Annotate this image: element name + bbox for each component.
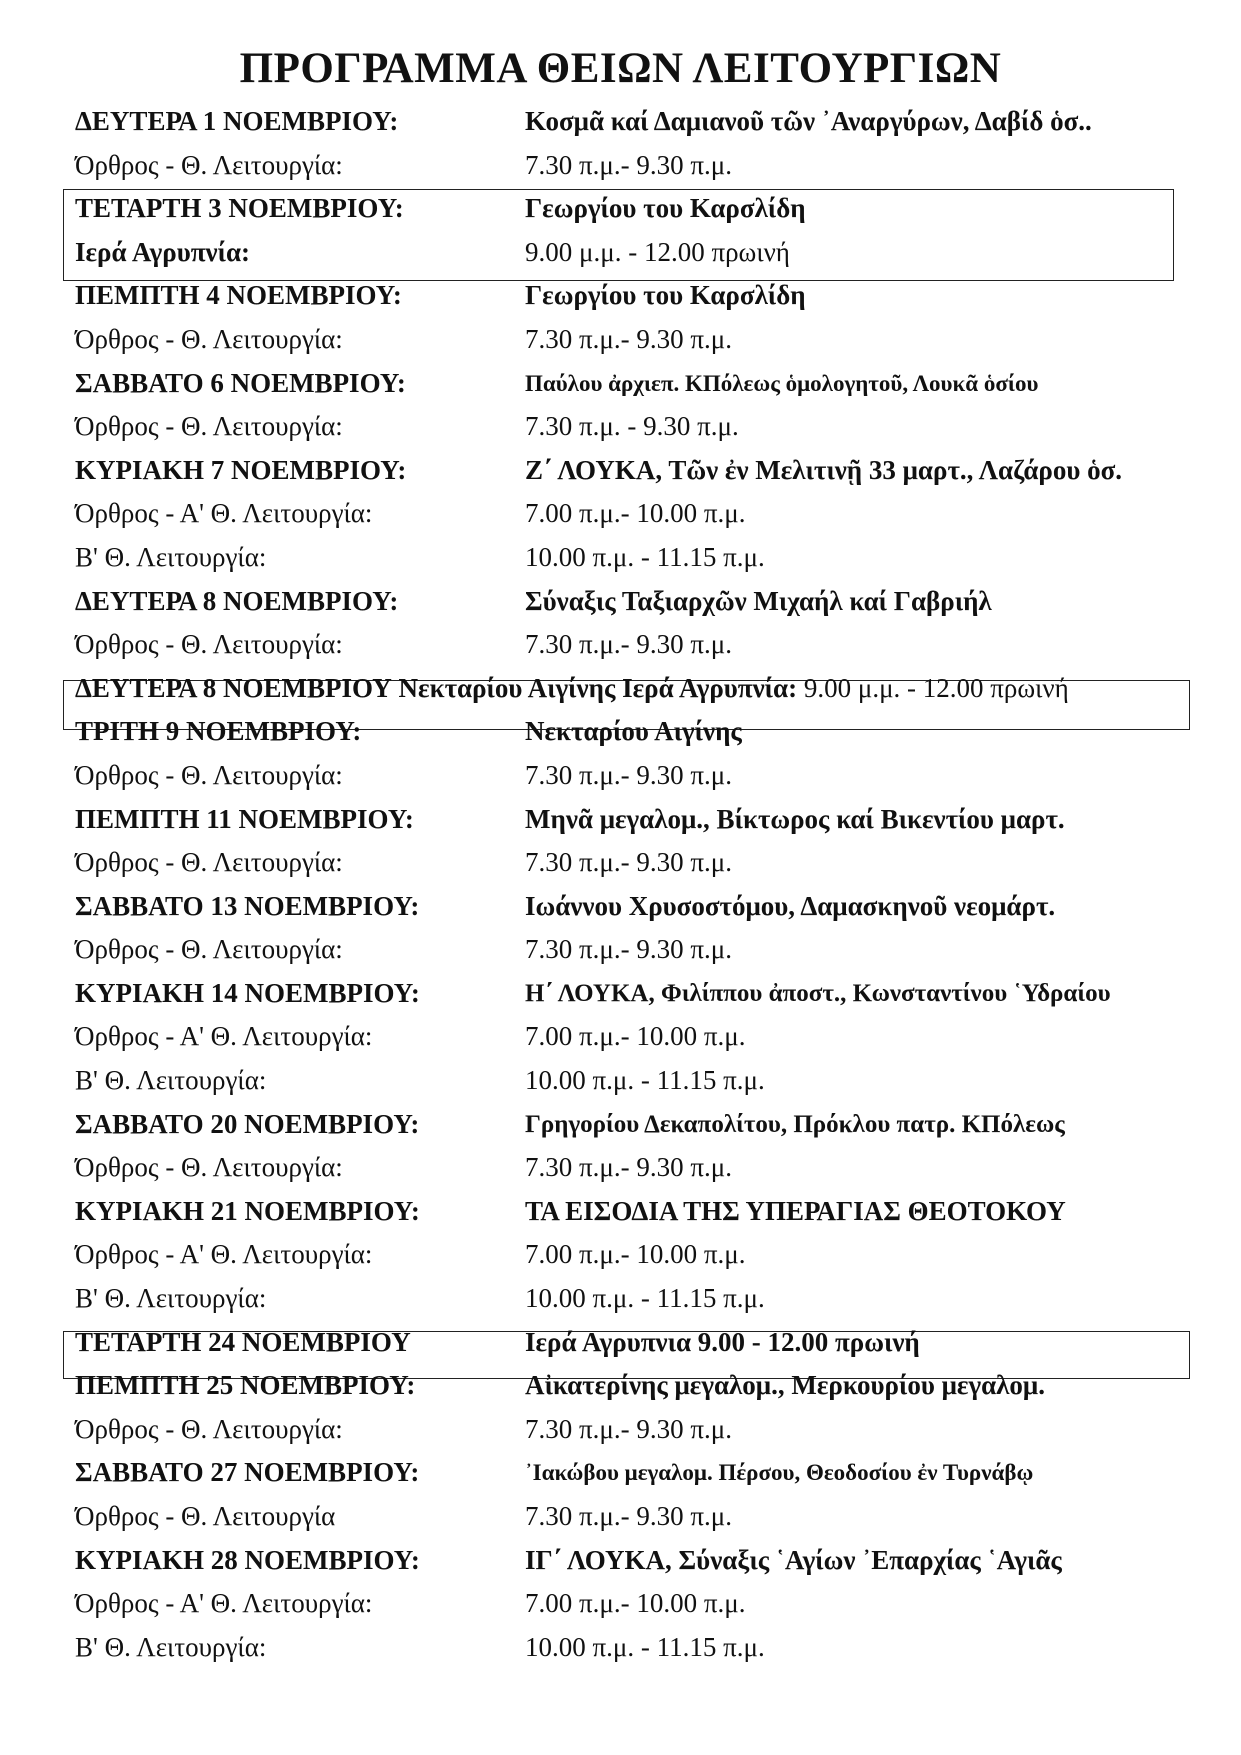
service-time	[75, 144, 1225, 188]
service-label: Όρθρος - Α' Θ. Λειτουργία:	[75, 1021, 373, 1052]
service-hours: 7.00 π.μ.- 10.00 π.μ.	[525, 1021, 746, 1052]
schedule-day	[75, 1103, 1225, 1147]
schedule-day	[75, 449, 1225, 493]
schedule-day	[75, 1451, 1225, 1495]
schedule-day	[75, 798, 1225, 842]
vigil-banner	[75, 667, 1225, 711]
service-hours: 7.00 π.μ.- 10.00 π.μ.	[525, 498, 746, 529]
schedule-day	[75, 187, 1225, 231]
schedule-day	[75, 274, 1225, 318]
service-hours: 7.30 π.μ.- 9.30 π.μ.	[525, 1501, 732, 1531]
feast-name: Μηνᾶ μεγαλομ., Βίκτωρος καί Βικεντίου μαρτ.	[525, 803, 1065, 834]
service-label: Β' Θ. Λειτουργία:	[75, 1065, 267, 1096]
service-label: Όρθρος - Θ. Λειτουργία:	[75, 149, 343, 180]
service-hours: 7.30 π.μ. - 9.30 π.μ.	[525, 411, 739, 442]
service-time	[75, 1277, 1225, 1321]
service-time	[75, 1233, 1225, 1277]
service-label: Όρθρος - Θ. Λειτουργία:	[75, 759, 343, 790]
service-time	[75, 318, 1225, 362]
feast-name: ΙΓ΄ ΛΟΥΚΑ, Σύναξις ῾Αγίων ᾿Επαρχίας ῾Αγιᾶς	[525, 1544, 1062, 1575]
service-hours: 9.00 μ.μ. - 12.00 πρωινή	[525, 236, 790, 267]
service-hours: 7.30 π.μ.- 9.30 π.μ.	[525, 847, 732, 878]
feast-name: Γεωργίου του Καρσλίδη	[525, 193, 806, 224]
service-label: Β' Θ. Λειτουργία:	[75, 541, 267, 572]
service-label: Όρθρος - Θ. Λειτουργία:	[75, 847, 343, 878]
service-time	[75, 623, 1225, 667]
feast-name: ᾿Ιακώβου μεγαλομ. Πέρσου, Θεοδοσίου ἐν Τυρνάβῳ	[525, 1460, 1034, 1486]
service-label: Όρθρος - Θ. Λειτουργία:	[75, 411, 343, 442]
service-hours: 7.30 π.μ.- 9.30 π.μ.	[525, 1152, 732, 1183]
day-label: ΚΥΡΙΑΚΗ 28 ΝΟΕΜΒΡΙΟΥ:	[75, 1544, 420, 1575]
schedule-day	[75, 1190, 1225, 1234]
service-hours: 7.00 π.μ.- 10.00 π.μ.	[525, 1588, 746, 1619]
service-hours: 7.00 π.μ.- 10.00 π.μ.	[525, 1239, 746, 1270]
service-label: Ιερά Αγρυπνία:	[75, 236, 250, 267]
schedule-day	[75, 1539, 1225, 1583]
feast-name: Κοσμᾶ καί Δαμιανοῦ τῶν ᾿Αναργύρων, Δαβίδ ὁσ..	[525, 106, 1092, 136]
service-time	[75, 754, 1225, 798]
service-hours: 7.30 π.μ.- 9.30 π.μ.	[525, 323, 732, 354]
feast-name: Αἰκατερίνης μεγαλομ., Μερκουρίου μεγαλομ.	[525, 1370, 1045, 1401]
day-label: ΠΕΜΠΤΗ 11 ΝΟΕΜΒΡΙΟΥ:	[75, 803, 414, 834]
service-label: Όρθρος - Α' Θ. Λειτουργία:	[75, 1588, 373, 1619]
schedule-day	[75, 580, 1225, 624]
day-label: ΤΕΤΑΡΤΗ 24 ΝΟΕΜΒΡΙΟΥ	[75, 1326, 411, 1357]
service-time	[75, 1059, 1225, 1103]
day-label: ΚΥΡΙΑΚΗ 7 ΝΟΕΜΒΡΙΟΥ:	[75, 454, 407, 485]
page-title: ΠΡΟΓΡΑΜΜΑ ΘΕΙΩΝ ΛΕΙΤΟΥΡΓΙΩΝ	[239, 45, 1002, 92]
banner-hours: 9.00 μ.μ. - 12.00 πρωινή	[797, 672, 1069, 703]
feast-name: Γεωργίου του Καρσλίδη	[525, 280, 806, 311]
service-time	[75, 405, 1225, 449]
service-label: Β' Θ. Λειτουργία:	[75, 1631, 267, 1662]
service-hours: 10.00 π.μ. - 11.15 π.μ.	[525, 541, 765, 572]
schedule-day	[75, 885, 1225, 929]
service-label: Όρθρος - Α' Θ. Λειτουργία:	[75, 498, 373, 529]
schedule-day	[75, 972, 1225, 1016]
service-label: Όρθρος - Θ. Λειτουργία:	[75, 629, 343, 660]
feast-name: ΤΑ ΕΙΣΟΔΙΑ ΤΗΣ ΥΠΕΡΑΓΙΑΣ ΘΕΟΤΟΚΟΥ	[525, 1195, 1066, 1226]
schedule-day	[75, 710, 1225, 754]
schedule-day	[75, 1364, 1225, 1408]
service-label: Όρθρος - Θ. Λειτουργία:	[75, 934, 343, 965]
service-hours: 7.30 π.μ.- 9.30 π.μ.	[525, 629, 732, 660]
service-time	[75, 1146, 1225, 1190]
day-label: ΚΥΡΙΑΚΗ 21 ΝΟΕΜΒΡΙΟΥ:	[75, 1195, 420, 1226]
service-time	[75, 1408, 1225, 1452]
service-label: Β' Θ. Λειτουργία:	[75, 1283, 267, 1314]
service-hours: 10.00 π.μ. - 11.15 π.μ.	[525, 1283, 765, 1314]
service-time	[75, 492, 1225, 536]
feast-name: Ιωάννου Χρυσοστόμου, Δαμασκηνοῦ νεομάρτ.	[525, 890, 1056, 921]
service-time	[75, 1626, 1225, 1670]
schedule-day	[75, 100, 1225, 144]
service-time	[75, 1495, 1225, 1539]
feast-name: Ιερά Αγρυπνια 9.00 - 12.00 πρωινή	[525, 1326, 920, 1357]
day-label: ΠΕΜΠΤΗ 4 ΝΟΕΜΒΡΙΟΥ:	[75, 280, 402, 311]
day-label: ΣΑΒΒΑΤΟ 20 ΝΟΕΜΒΡΙΟΥ:	[75, 1108, 420, 1139]
service-time	[75, 1582, 1225, 1626]
schedule-list	[75, 100, 1225, 1669]
feast-name: Ζ΄ ΛΟΥΚΑ, Τῶν ἐν Μελιτινῇ 33 μαρτ., Λαζάρου ὁσ.	[525, 454, 1123, 485]
feast-name: Σύναξις Ταξιαρχῶν Μιχαήλ καί Γαβριήλ	[525, 585, 992, 616]
feast-name: Νεκταρίου Αιγίνης	[525, 716, 742, 747]
banner-title: ΔΕΥΤΕΡΑ 8 ΝΟΕΜΒΡΙΟΥ Νεκταρίου Αιγίνης Ιερά Αγρυπνία:	[75, 672, 798, 703]
day-label: ΔΕΥΤΕΡΑ 1 ΝΟΕΜΒΡΙΟΥ:	[75, 106, 399, 136]
service-label: Όρθρος - Θ. Λειτουργία:	[75, 323, 343, 354]
day-label: ΔΕΥΤΕΡΑ 8 ΝΟΕΜΒΡΙΟΥ:	[75, 585, 399, 616]
service-time	[75, 841, 1225, 885]
service-label: Όρθρος - Α' Θ. Λειτουργία:	[75, 1239, 373, 1270]
service-hours: 10.00 π.μ. - 11.15 π.μ.	[525, 1065, 765, 1096]
service-label: Όρθρος - Θ. Λειτουργία	[75, 1501, 336, 1531]
service-hours: 7.30 π.μ.- 9.30 π.μ.	[525, 934, 732, 965]
service-time	[75, 1015, 1225, 1059]
day-label: ΤΡΙΤΗ 9 ΝΟΕΜΒΡΙΟΥ:	[75, 716, 362, 747]
service-label: Όρθρος - Θ. Λειτουργία:	[75, 1413, 343, 1444]
feast-name: Γρηγορίου Δεκαπολίτου, Πρόκλου πατρ. ΚΠόλεως	[525, 1110, 1065, 1138]
service-hours: 10.00 π.μ. - 11.15 π.μ.	[525, 1631, 765, 1662]
feast-name: Παύλου ἀρχιεπ. ΚΠόλεως ὁμολογητοῦ, Λουκᾶ ὁσίου	[525, 370, 1039, 396]
day-label: ΚΥΡΙΑΚΗ 14 ΝΟΕΜΒΡΙΟΥ:	[75, 977, 420, 1008]
day-label: ΣΑΒΒΑΤΟ 27 ΝΟΕΜΒΡΙΟΥ:	[75, 1457, 420, 1488]
service-hours: 7.30 π.μ.- 9.30 π.μ.	[525, 759, 732, 790]
day-label: ΣΑΒΒΑΤΟ 6 ΝΟΕΜΒΡΙΟΥ:	[75, 367, 406, 398]
service-label: Όρθρος - Θ. Λειτουργία:	[75, 1152, 343, 1183]
schedule-day	[75, 362, 1225, 406]
service-time	[75, 536, 1225, 580]
feast-name: Η΄ ΛΟΥΚΑ, Φιλίππου ἀποστ., Κωνσταντίνου ῾Υδραίου	[525, 979, 1111, 1007]
schedule-day	[75, 1321, 1225, 1365]
service-time	[75, 231, 1225, 275]
day-label: ΣΑΒΒΑΤΟ 13 ΝΟΕΜΒΡΙΟΥ:	[75, 890, 420, 921]
day-label: ΠΕΜΠΤΗ 25 ΝΟΕΜΒΡΙΟΥ:	[75, 1370, 416, 1401]
service-time	[75, 928, 1225, 972]
service-hours: 7.30 π.μ.- 9.30 π.μ.	[525, 149, 732, 180]
service-hours: 7.30 π.μ.- 9.30 π.μ.	[525, 1413, 732, 1444]
day-label: ΤΕΤΑΡΤΗ 3 ΝΟΕΜΒΡΙΟΥ:	[75, 193, 404, 224]
